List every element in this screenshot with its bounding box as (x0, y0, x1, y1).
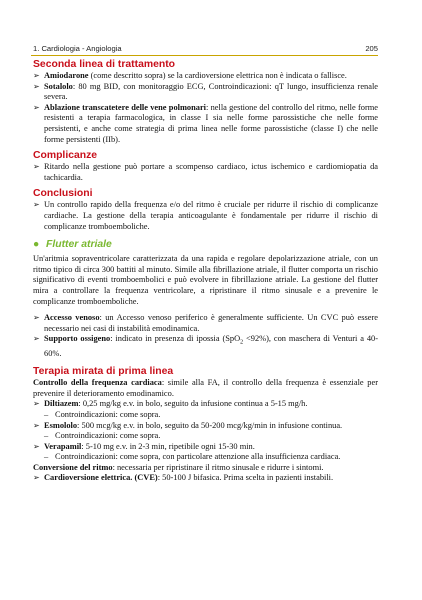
arrow-bullet-icon: ➢ (33, 441, 40, 451)
arrow-bullet-icon: ➢ (33, 200, 40, 210)
dash-bullet-icon: – (44, 431, 49, 441)
list-item: ➢ Ritardo nella gestione può portare a scompenso cardiaco, ictus ischemico e cardiomiopatia da tachicardia. (33, 162, 378, 182)
list-item: ➢ Accesso venoso: un Accesso venoso periferico è generalmente sufficiente. Un CVC può essere necessario nei casi di instabilità emodinamica. (33, 313, 378, 333)
list-item: ➢ Supporto ossigeno: indicato in presenza di ipossia (SpO$_2$ <92%), con maschera di Venturi a 40-60%. (33, 334, 378, 358)
conversione-list (33, 473, 378, 484)
dash-bullet-icon: – (44, 409, 49, 419)
seconda-linea-list (33, 71, 378, 145)
section-title-complicanze: Complicanze (33, 150, 98, 162)
list-item: ➢ Ablazione transcatetere delle vene polmonari: nella gestione del controllo del ritmo, nelle forme resistenti a terapia farmacologica, in classe I sia nelle forme parossistiche che nelle forme persistenti, e anche come strategia di prima linea nelle forme parossistiche (classe I) che nelle forme persistenti (IIb). (33, 102, 378, 144)
arrow-bullet-icon: ➢ (33, 81, 40, 91)
running-header (31, 44, 378, 56)
arrow-bullet-icon: ➢ (33, 473, 40, 483)
terapia-list (33, 399, 378, 463)
round-bullet-icon: ● (33, 239, 40, 251)
sub-list-item: – Controindicazioni: come sopra. (44, 431, 161, 441)
list-item: ➢ Verapamil: 5-10 mg e.v. in 2-3 min, ripetibile ogni 15-30 min. (33, 441, 255, 451)
arrow-bullet-icon: ➢ (33, 334, 40, 344)
arrow-bullet-icon: ➢ (33, 102, 40, 112)
list-item: ➢ Cardioversione elettrica. (CVE): 50-100 J bifasica. Prima scelta in pazienti instabili. (33, 473, 334, 483)
conversione-ritmo-paragraph: Conversione del ritmo: necessaria per ripristinare il ritmo sinusale e ridurre i sintomi. (33, 462, 324, 472)
flutter-description: Un'aritmia sopraventricolare caratterizzata da una rapida e regolare depolarizzazione atriale, con un ritmo tipico di circa 300 battiti al minuto. Simile alla fibrillazione atriale, il flutter comporta un rischio significativo di eventi tromboembolici e può evolvere in fibrillazione atriale. La gestione del flutter mira a controllare la frequenza ventricolare, a ripristinare il ritmo sinusale e a prevenire le complicanze tromboemboliche. (33, 254, 378, 306)
list-item: ➢ Diltiazem: 0,25 mg/kg e.v. in bolo, seguito da infusione continua a 5-15 mg/h. (33, 399, 308, 409)
arrow-bullet-icon: ➢ (33, 420, 40, 430)
arrow-bullet-icon: ➢ (33, 71, 40, 80)
list-item: ➢ Un controllo rapido della frequenza e/o del ritmo è cruciale per ridurre il rischio di complicanze cardiache. La gestione della terapia anticoagulante è fondamentale per ridurre il rischio di complicanze tromboemboliche. (33, 200, 378, 231)
sub-list-item: – Controindicazioni: come sopra, con particolare attenzione alla insufficienza cardiaca. (44, 452, 341, 462)
sub-list-item: – Controindicazioni: come sopra. (44, 409, 161, 419)
flutter-list (33, 313, 378, 359)
chapter-title: 1. Cardiologia - Angiologia (33, 44, 122, 53)
controllo-frequenza-paragraph: Controllo della frequenza cardiaca: simile alla FA, il controllo della frequenza è essenziale per prevenire il deterioramento emodinamico. (33, 378, 378, 398)
section-title-flutter-atriale: ● Flutter atriale (33, 239, 112, 251)
arrow-bullet-icon: ➢ (33, 313, 40, 323)
page-content (33, 58, 378, 484)
list-item: ➢ Esmololo: 500 mcg/kg e.v. in bolo, seguito da 50-200 mcg/kg/min in infusione continua. (33, 420, 343, 430)
header-rule (31, 55, 378, 56)
section-title-seconda-linea: Seconda linea di trattamento (33, 59, 176, 70)
complicanze-list (33, 162, 378, 183)
arrow-bullet-icon: ➢ (33, 162, 40, 172)
arrow-bullet-icon: ➢ (33, 399, 40, 409)
list-item: ➢ Amiodarone (come descritto sopra) se la cardioversione elettrica non è indicata o fallisce. (33, 71, 347, 80)
list-item: ➢ Sotalolo: 80 mg BID, con monitoraggio ECG, Controindicazioni: qT lungo, insufficienza renale severa. (33, 81, 378, 102)
section-title-terapia-mirata: Terapia mirata di prima linea (33, 366, 174, 378)
conclusioni-list (33, 200, 378, 232)
page-number: 205 (365, 44, 378, 53)
dash-bullet-icon: – (44, 452, 49, 462)
section-title-conclusioni: Conclusioni (33, 188, 93, 200)
